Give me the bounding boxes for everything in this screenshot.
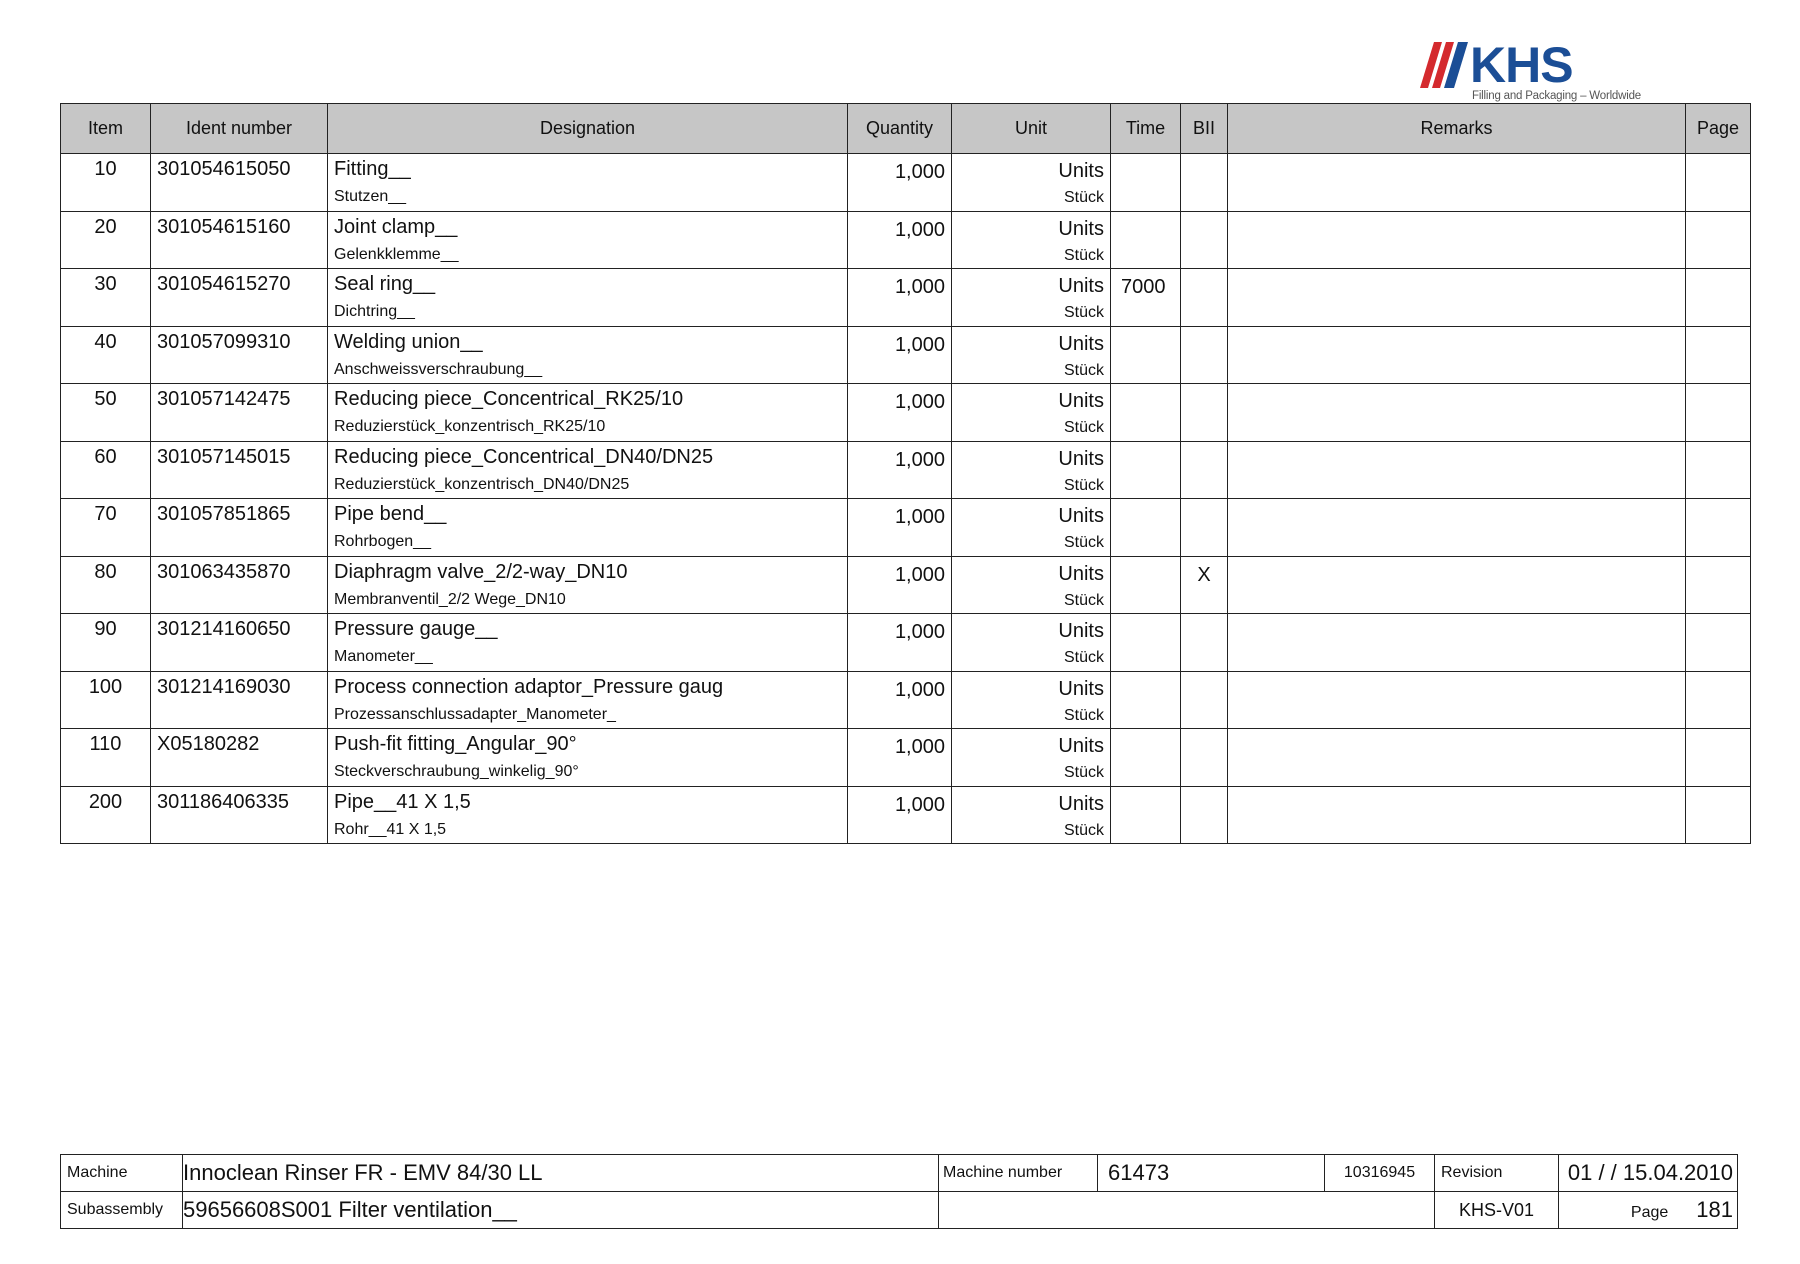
subassembly-value: 59656608S001 Filter ventilation__ <box>183 1192 939 1229</box>
khs-logo <box>1420 37 1641 106</box>
quantity: 1,000 <box>848 154 952 212</box>
designation-german: Dichtring__ <box>334 303 415 320</box>
table-row <box>61 326 1751 384</box>
remarks <box>1228 384 1686 442</box>
title-block-row-machine <box>61 1155 1738 1192</box>
time <box>1111 154 1181 212</box>
unit-cell <box>952 441 1111 499</box>
revision-value: 01 / / 15.04.2010 <box>1559 1155 1738 1192</box>
table-row <box>61 384 1751 442</box>
page-ref <box>1686 384 1751 442</box>
title-block-row-subassembly <box>61 1192 1738 1229</box>
remarks <box>1228 671 1686 729</box>
unit-german: Stück <box>1063 821 1104 839</box>
designation-cell <box>328 729 848 787</box>
khs-logo-slashes-icon <box>1420 42 1472 88</box>
item-number: 50 <box>61 384 151 442</box>
designation-german: Membranventil_2/2 Wege_DN10 <box>334 590 566 608</box>
quantity: 1,000 <box>848 671 952 729</box>
header-bii: BII <box>1181 104 1228 154</box>
ident-number: X05180282 <box>151 729 328 787</box>
unit-german: Stück <box>1063 591 1104 609</box>
time <box>1111 441 1181 499</box>
remarks <box>1228 786 1686 844</box>
item-number: 90 <box>61 614 151 672</box>
unit-cell <box>952 614 1111 672</box>
remarks <box>1228 269 1686 327</box>
bii-mark: X <box>1181 556 1228 614</box>
unit-cell <box>952 384 1111 442</box>
unit-english: Units <box>1058 792 1104 815</box>
table-header-row <box>61 104 1751 154</box>
designation-cell <box>328 326 848 384</box>
bii-mark <box>1181 786 1228 844</box>
bii-mark <box>1181 729 1228 787</box>
unit-english: Units <box>1058 275 1104 297</box>
designation-german: Reduzierstück_konzentrisch_RK25/10 <box>334 418 606 435</box>
remarks <box>1228 614 1686 672</box>
table-row <box>61 441 1751 499</box>
ident-number: 301214169030 <box>151 671 328 729</box>
ident-number: 301214160650 <box>151 614 328 672</box>
header-page: Page <box>1686 104 1751 154</box>
quantity: 1,000 <box>848 729 952 787</box>
unit-english: Units <box>1058 735 1104 757</box>
time <box>1111 384 1181 442</box>
quantity: 1,000 <box>848 211 952 269</box>
machine-value: Innoclean Rinser FR - EMV 84/30 LL <box>183 1155 939 1192</box>
unit-german: Stück <box>1063 649 1104 666</box>
designation-german: Rohr__41 X 1,5 <box>334 820 447 838</box>
time: 7000 <box>1111 269 1181 327</box>
unit-german: Stück <box>1063 706 1104 724</box>
designation-cell <box>328 614 848 672</box>
document-code: KHS-V01 <box>1435 1192 1559 1229</box>
designation-cell <box>328 556 848 614</box>
remarks <box>1228 211 1686 269</box>
bii-mark <box>1181 269 1228 327</box>
item-number: 40 <box>61 326 151 384</box>
designation-cell <box>328 786 848 844</box>
unit-english: Units <box>1058 562 1104 585</box>
designation-cell <box>328 441 848 499</box>
time <box>1111 556 1181 614</box>
table-row <box>61 211 1751 269</box>
unit-german: Stück <box>1063 189 1104 206</box>
ident-number: 301057142475 <box>151 384 328 442</box>
item-number: 10 <box>61 154 151 212</box>
remarks <box>1228 441 1686 499</box>
ident-number: 301054615050 <box>151 154 328 212</box>
unit-english: Units <box>1058 332 1104 355</box>
designation-cell <box>328 211 848 269</box>
unit-german: Stück <box>1063 304 1104 321</box>
title-block-blank-cell <box>939 1192 1435 1229</box>
unit-german: Stück <box>1063 419 1104 436</box>
ident-number: 301186406335 <box>151 786 328 844</box>
order-number: 10316945 <box>1325 1155 1435 1192</box>
designation-german: Manometer__ <box>334 648 433 665</box>
page-ref <box>1686 614 1751 672</box>
quantity: 1,000 <box>848 326 952 384</box>
designation-cell <box>328 154 848 212</box>
page-ref <box>1686 556 1751 614</box>
header-quantity: Quantity <box>848 104 952 154</box>
unit-cell <box>952 499 1111 557</box>
header-remarks: Remarks <box>1228 104 1686 154</box>
designation-english: Pipe bend__ <box>334 503 447 525</box>
table-row <box>61 154 1751 212</box>
remarks <box>1228 556 1686 614</box>
remarks <box>1228 499 1686 557</box>
header-item: Item <box>61 104 151 154</box>
bii-mark <box>1181 671 1228 729</box>
designation-english: Seal ring__ <box>334 273 436 295</box>
designation-german: Rohrbogen__ <box>334 533 431 550</box>
bii-mark <box>1181 614 1228 672</box>
designation-english: Process connection adaptor_Pressure gaug <box>334 675 724 698</box>
time <box>1111 786 1181 844</box>
item-number: 110 <box>61 729 151 787</box>
designation-english: Pipe__41 X 1,5 <box>334 790 471 813</box>
bii-mark <box>1181 326 1228 384</box>
ident-number: 301057145015 <box>151 441 328 499</box>
unit-cell <box>952 671 1111 729</box>
table-row <box>61 671 1751 729</box>
quantity: 1,000 <box>848 499 952 557</box>
header-ident-number: Ident number <box>151 104 328 154</box>
bii-mark <box>1181 154 1228 212</box>
item-number: 20 <box>61 211 151 269</box>
title-block <box>60 1154 1738 1229</box>
item-number: 80 <box>61 556 151 614</box>
unit-cell <box>952 211 1111 269</box>
designation-cell <box>328 499 848 557</box>
unit-english: Units <box>1058 677 1104 700</box>
time <box>1111 671 1181 729</box>
quantity: 1,000 <box>848 384 952 442</box>
page-ref <box>1686 269 1751 327</box>
table-row <box>61 729 1751 787</box>
page-ref <box>1686 499 1751 557</box>
page-ref <box>1686 211 1751 269</box>
machine-number-label: Machine number <box>939 1155 1098 1192</box>
logo-tagline: Filling and Packaging – Worldwide <box>1472 90 1641 102</box>
designation-english: Reducing piece_Concentrical_RK25/10 <box>334 388 684 410</box>
designation-english: Joint clamp__ <box>334 215 458 238</box>
time <box>1111 729 1181 787</box>
time <box>1111 614 1181 672</box>
unit-english: Units <box>1058 390 1104 412</box>
quantity: 1,000 <box>848 441 952 499</box>
page-ref <box>1686 786 1751 844</box>
bii-mark <box>1181 499 1228 557</box>
unit-english: Units <box>1058 620 1104 642</box>
table-row <box>61 269 1751 327</box>
unit-german: Stück <box>1063 764 1104 781</box>
remarks <box>1228 154 1686 212</box>
bii-mark <box>1181 441 1228 499</box>
designation-english: Reducing piece_Concentrical_DN40/DN25 <box>334 445 714 468</box>
unit-german: Stück <box>1063 476 1104 494</box>
table-row <box>61 556 1751 614</box>
ident-number: 301057099310 <box>151 326 328 384</box>
quantity: 1,000 <box>848 614 952 672</box>
page-ref <box>1686 671 1751 729</box>
designation-english: Push-fit fitting_Angular_90° <box>334 733 577 755</box>
page-number: 181 <box>1696 1197 1733 1222</box>
designation-cell <box>328 384 848 442</box>
item-number: 60 <box>61 441 151 499</box>
item-number: 70 <box>61 499 151 557</box>
unit-cell <box>952 786 1111 844</box>
designation-english: Pressure gauge__ <box>334 618 498 640</box>
unit-german: Stück <box>1063 534 1104 551</box>
ident-number: 301063435870 <box>151 556 328 614</box>
time <box>1111 499 1181 557</box>
designation-german: Anschweissverschraubung__ <box>334 360 543 378</box>
page-ref <box>1686 441 1751 499</box>
designation-english: Diaphragm valve_2/2-way_DN10 <box>334 560 628 583</box>
designation-german: Stutzen__ <box>334 188 407 205</box>
unit-english: Units <box>1058 217 1104 240</box>
unit-cell <box>952 269 1111 327</box>
table-row <box>61 786 1751 844</box>
bii-mark <box>1181 384 1228 442</box>
item-number: 30 <box>61 269 151 327</box>
page-ref <box>1686 326 1751 384</box>
designation-german: Reduzierstück_konzentrisch_DN40/DN25 <box>334 475 630 493</box>
designation-cell <box>328 671 848 729</box>
designation-english: Welding union__ <box>334 330 483 353</box>
header-unit: Unit <box>952 104 1111 154</box>
unit-cell <box>952 556 1111 614</box>
ident-number: 301054615270 <box>151 269 328 327</box>
designation-german: Prozessanschlussadapter_Manometer_ <box>334 705 616 723</box>
unit-english: Units <box>1058 505 1104 527</box>
page-ref <box>1686 154 1751 212</box>
ident-number: 301054615160 <box>151 211 328 269</box>
quantity: 1,000 <box>848 269 952 327</box>
designation-german: Gelenkklemme__ <box>334 245 459 263</box>
unit-german: Stück <box>1063 361 1104 379</box>
ident-number: 301057851865 <box>151 499 328 557</box>
quantity: 1,000 <box>848 786 952 844</box>
item-number: 200 <box>61 786 151 844</box>
remarks <box>1228 326 1686 384</box>
quantity: 1,000 <box>848 556 952 614</box>
unit-english: Units <box>1058 447 1104 470</box>
machine-number-value: 61473 <box>1098 1155 1325 1192</box>
machine-label: Machine <box>61 1155 183 1192</box>
subassembly-label: Subassembly <box>61 1192 183 1229</box>
item-number: 100 <box>61 671 151 729</box>
bii-mark <box>1181 211 1228 269</box>
revision-label: Revision <box>1435 1155 1559 1192</box>
unit-german: Stück <box>1063 246 1104 264</box>
designation-english: Fitting__ <box>334 158 411 180</box>
time <box>1111 211 1181 269</box>
header-designation: Designation <box>328 104 848 154</box>
designation-cell <box>328 269 848 327</box>
parts-list-table <box>60 103 1751 844</box>
page-ref <box>1686 729 1751 787</box>
unit-cell <box>952 729 1111 787</box>
designation-german: Steckverschraubung_winkelig_90° <box>334 763 579 780</box>
logo-wordmark: KHS <box>1470 37 1573 93</box>
unit-cell <box>952 326 1111 384</box>
table-row <box>61 614 1751 672</box>
header-time: Time <box>1111 104 1181 154</box>
page-number-cell <box>1559 1192 1738 1229</box>
parts-list-body <box>61 154 1751 844</box>
unit-english: Units <box>1058 160 1104 182</box>
page-label: Page <box>1630 1204 1669 1221</box>
remarks <box>1228 729 1686 787</box>
time <box>1111 326 1181 384</box>
unit-cell <box>952 154 1111 212</box>
table-row <box>61 499 1751 557</box>
